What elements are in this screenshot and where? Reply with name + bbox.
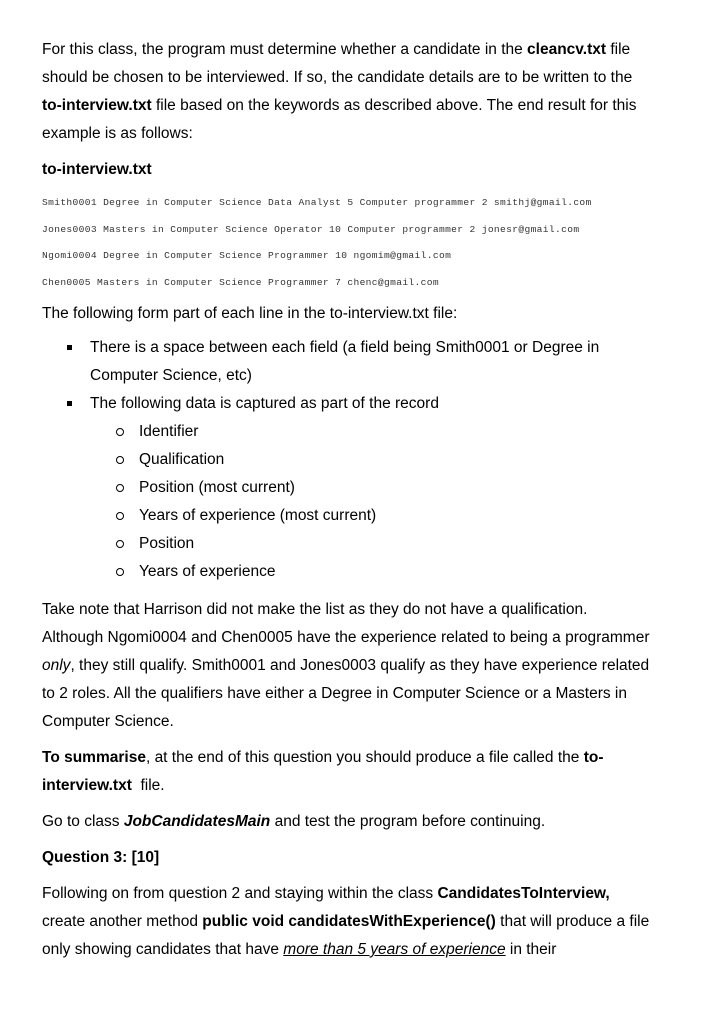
circle-bullet-icon	[116, 428, 124, 436]
sub-item	[42, 502, 652, 530]
circle-bullet-icon	[116, 456, 124, 464]
note-text-1: Take note that Harrison did not make the list as they do not have a qualification. Although Ngomi0004 and Chen0005 have the experience related to being a programmer	[42, 601, 650, 646]
bullet-list	[42, 334, 652, 586]
summary-text-1: , at the end of this question you should produce a file called the	[145, 749, 584, 766]
sub-item	[42, 474, 652, 502]
q3-text-3: that will produce a file only showing candidates that have	[42, 913, 650, 958]
to-interview-filename: to-interview.txt	[42, 97, 152, 114]
main-class-name: JobCandidatesMain	[123, 813, 271, 830]
sub-item	[42, 530, 652, 558]
summary-paragraph	[42, 744, 652, 800]
intro-text-2: file should be chosen to be interviewed. If so, the candidate details are to be written to the	[42, 41, 633, 86]
summary-lead: To summarise	[42, 749, 146, 766]
sub-item	[42, 418, 652, 446]
circle-bullet-icon	[116, 540, 124, 548]
q3-text-4: in their	[505, 941, 557, 958]
square-bullet-icon	[67, 401, 72, 406]
sub-item-text: Years of experience	[139, 563, 276, 580]
sub-item-text: Qualification	[139, 451, 225, 468]
bullet-item	[42, 334, 652, 390]
intro-paragraph	[42, 36, 652, 148]
bullet-text: The following data is captured as part of the record	[90, 395, 439, 412]
file-line: Ngomi0004 Degree in Computer Science Programmer 10 ngomim@gmail.com	[42, 250, 452, 261]
sub-list	[42, 418, 652, 586]
circle-bullet-icon	[116, 512, 124, 520]
file-line: Smith0001 Degree in Computer Science Data Analyst 5 Computer programmer 2 smithj@gmail.com	[42, 197, 592, 208]
goto-text-2: and test the program before continuing.	[270, 813, 546, 830]
q3-method-signature: public void candidatesWithExperience()	[202, 913, 496, 930]
file-line: Chen0005 Masters in Computer Science Programmer 7 chenc@gmail.com	[42, 276, 439, 288]
note-text-2: , they still qualify. Smith0001 and Jones0003 qualify as they have experience related to 2 roles. All the qualifiers have either a Degree in Computer Science or a Masters in Computer Science.	[42, 657, 650, 730]
sub-item-text: Position	[139, 535, 195, 552]
file-contents	[42, 190, 652, 296]
file-line: Jones0003 Masters in Computer Science Operator 10 Computer programmer 2 jonesr@gmail.com	[42, 223, 580, 235]
goto-text-1: Go to class	[42, 813, 124, 830]
q3-class-name: CandidatesToInterview,	[437, 885, 610, 902]
file-heading: to-interview.txt	[42, 161, 152, 178]
question-heading: Question 3: [10]	[42, 849, 160, 866]
sub-item	[42, 558, 652, 586]
form-intro: The following form part of each line in the to-interview.txt file:	[42, 305, 458, 322]
question-paragraph	[42, 880, 652, 964]
summary-text-2: file.	[131, 777, 165, 794]
cleancv-filename: cleancv.txt	[527, 41, 607, 58]
q3-underlined-criterion: more than 5 years of experience	[283, 941, 506, 958]
bullet-item	[42, 390, 652, 586]
sub-item-text: Identifier	[139, 423, 199, 440]
sub-item-text: Position (most current)	[139, 479, 295, 496]
q3-text-1: Following on from question 2 and staying within the class	[42, 885, 438, 902]
intro-text-1: For this class, the program must determine whether a candidate in the	[42, 41, 528, 58]
note-paragraph	[42, 596, 652, 736]
square-bullet-icon	[67, 345, 72, 350]
sub-item-text: Years of experience (most current)	[139, 507, 377, 524]
bullet-text: There is a space between each field (a field being Smith0001 or Degree in Computer Science, etc)	[90, 339, 600, 384]
summary-filename: to-interview.txt	[42, 749, 604, 794]
document-page	[42, 36, 652, 964]
sub-item	[42, 446, 652, 474]
note-emphasis: only	[42, 657, 71, 674]
goto-paragraph	[42, 808, 652, 836]
intro-text-3: file based on the keywords as described above. The end result for this example is as follows:	[42, 97, 637, 142]
circle-bullet-icon	[116, 568, 124, 576]
circle-bullet-icon	[116, 484, 124, 492]
q3-text-2: create another method	[42, 913, 203, 930]
